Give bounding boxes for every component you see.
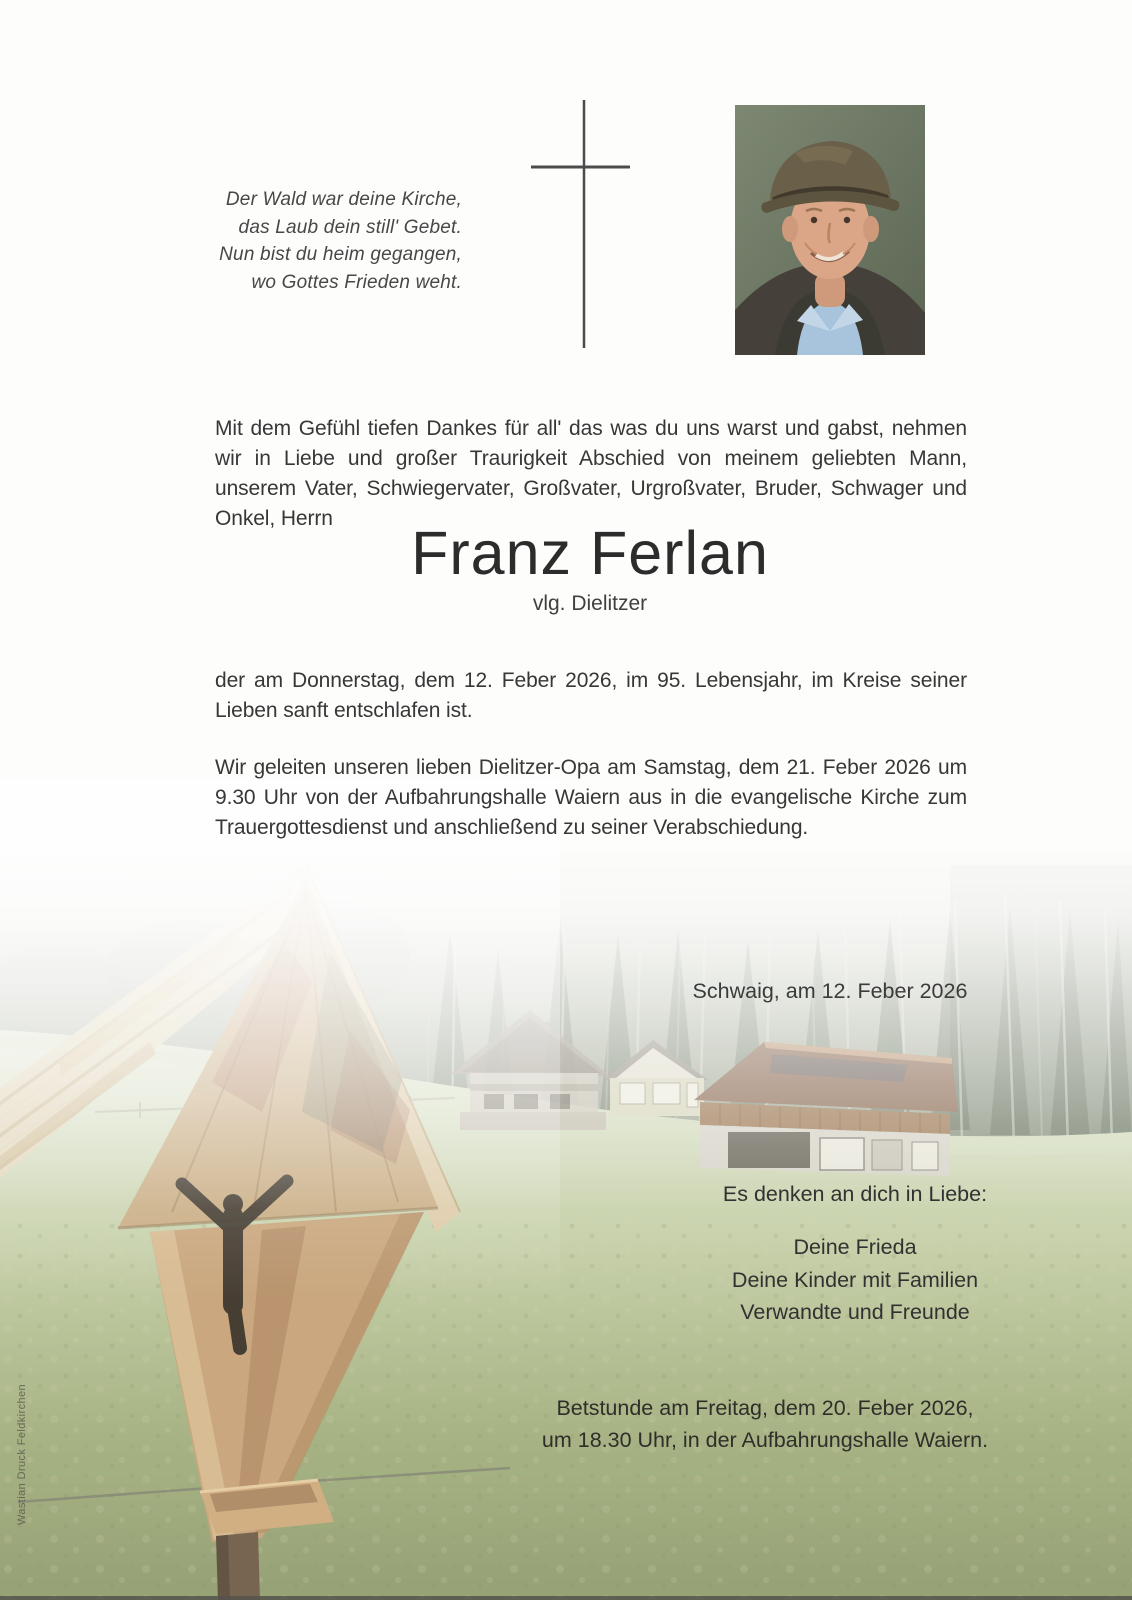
deceased-vulgo-name: vlg. Dielitzer <box>532 592 648 615</box>
mourner-name: Deine Kinder mit Familien <box>731 1267 979 1292</box>
mourner-names-list <box>640 1231 1070 1329</box>
latin-cross-icon <box>520 95 650 355</box>
mourners-heading: Es denken an dich in Liebe: <box>722 1182 988 1206</box>
prayer-hour-line: um 18.30 Uhr, in der Aufbahrungshalle Waiern. <box>541 1428 989 1452</box>
memorial-poem <box>212 186 462 296</box>
poem-line: wo Gottes Frieden weht. <box>251 271 462 293</box>
printer-credit: Wastian Druck Feldkirchen <box>16 1383 28 1525</box>
death-paragraph: der am Donnerstag, dem 12. Feber 2026, im 95. Lebensjahr, im Kreise seiner Lieben sanft entschlafen ist. <box>215 669 967 722</box>
funeral-paragraph: Wir geleiten unseren lieben Dielitzer-Opa am Samstag, dem 21. Feber 2026 um 9.30 Uhr von der Aufbahrungshalle Waiern aus in die evangelische Kirche zum Trauergottesdienst und anschließend zu seiner Verabschiedung. <box>215 756 967 839</box>
portrait-photo <box>735 105 925 355</box>
poem-line: Der Wald war deine Kirche, <box>225 189 462 210</box>
dateline: Schwaig, am 12. Feber 2026 <box>692 979 968 1003</box>
deceased-name: Franz Ferlan <box>411 519 769 587</box>
prayer-hour-notice <box>480 1392 1050 1456</box>
mourner-name: Verwandte und Freunde <box>740 1300 970 1324</box>
poem-line: das Laub dein still' Gebet. <box>238 216 462 238</box>
intro-paragraph: Mit dem Gefühl tiefen Dankes für all' das was du uns warst und gabst, nehmen wir in Liebe und großer Traurigkeit Abschied von meinem geliebten Mann, unserem Vater, Schwiegervater, Großvater, Urgroßvater, Bruder, Schwager und Onkel, Herrn <box>215 417 967 530</box>
poem-line: Nun bist du heim gegangen, <box>219 244 462 265</box>
mourner-name: Deine Frieda <box>793 1235 917 1259</box>
prayer-hour-line: Betstunde am Freitag, dem 20. Feber 2026, <box>556 1396 974 1420</box>
